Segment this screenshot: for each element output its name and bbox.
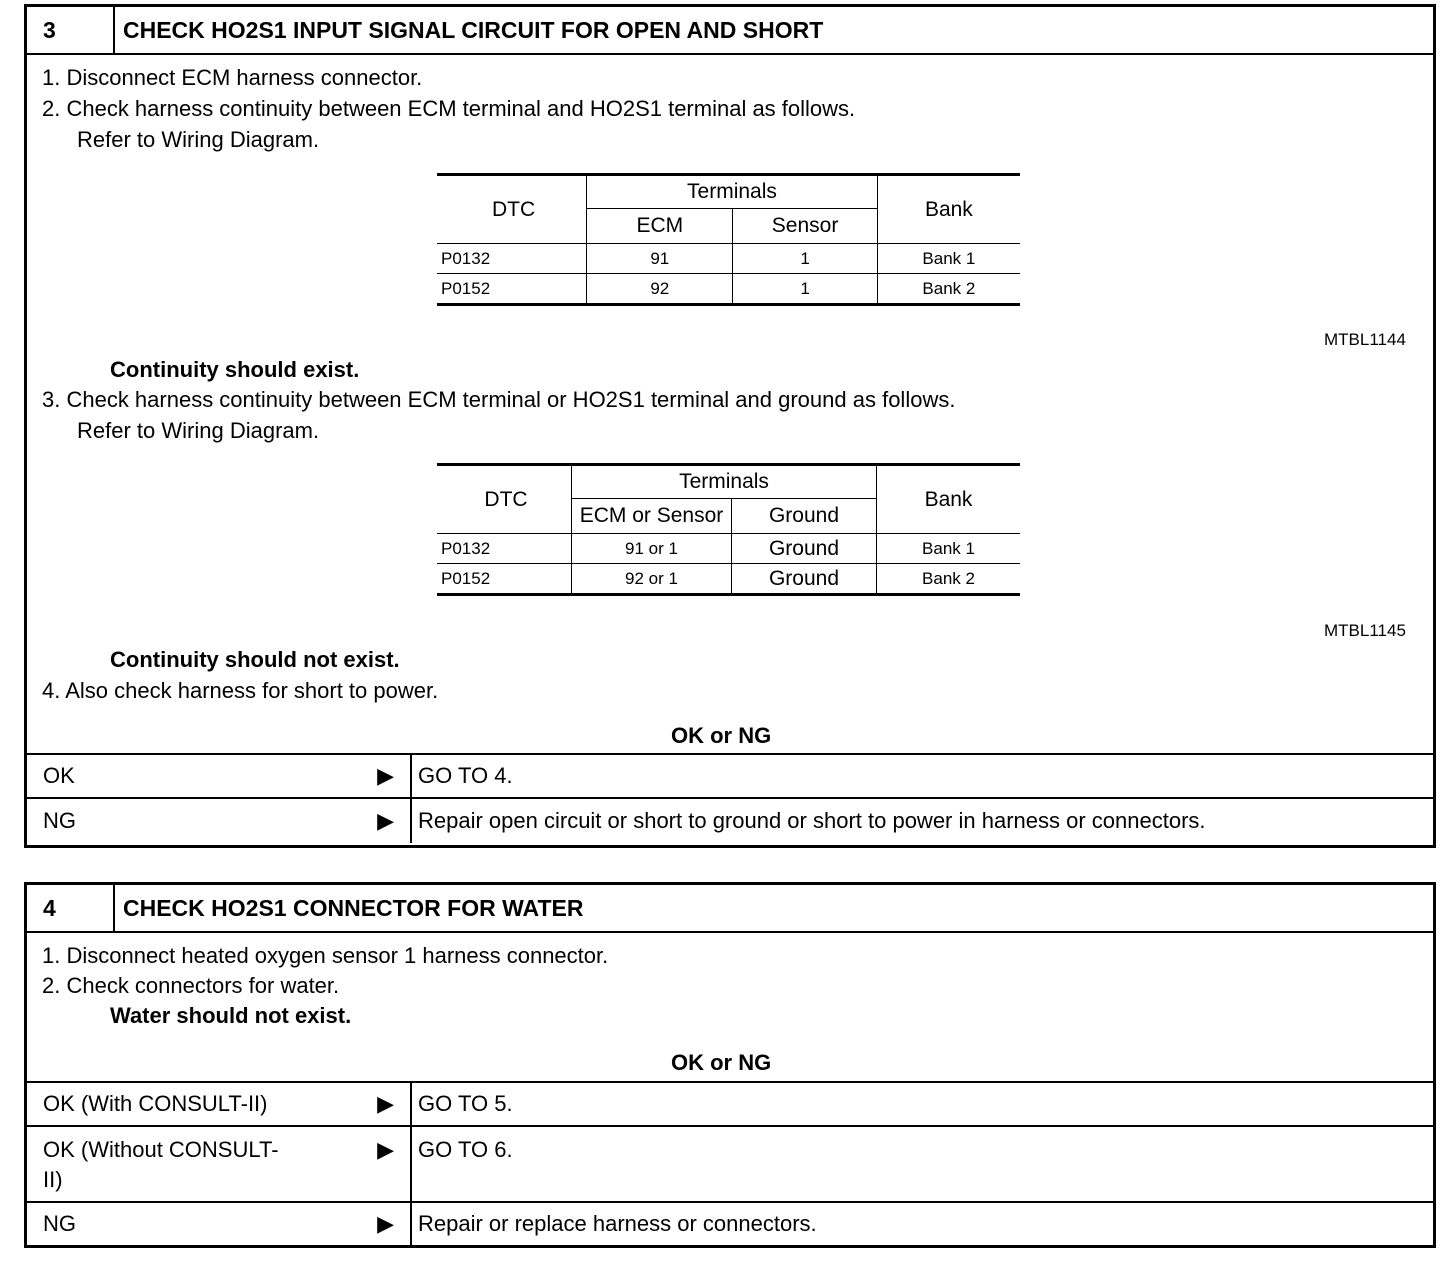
instruction-2: 2. Check connectors for water.: [42, 973, 340, 998]
cell-ground: Ground: [732, 534, 877, 564]
cell-ecm: 91: [587, 244, 733, 274]
result-row-ok-with-consult: [27, 1081, 1433, 1125]
cell-bank: Bank 1: [877, 534, 1021, 564]
th-ecm-or-sensor: ECM or Sensor: [572, 499, 732, 534]
step-title: CHECK HO2S1 CONNECTOR FOR WATER: [123, 894, 584, 921]
step-4-body: [27, 933, 1433, 1081]
result-label-line2: II): [43, 1167, 63, 1192]
step-number: 3: [27, 7, 115, 53]
arrow-icon: ▶: [377, 1091, 394, 1116]
result-label: NG: [43, 808, 76, 833]
result-label-line1: OK (Without CONSULT-: [43, 1137, 279, 1162]
step-title: CHECK HO2S1 INPUT SIGNAL CIRCUIT FOR OPEN AND SHORT: [123, 16, 824, 43]
cell-sensor: 1: [733, 274, 877, 305]
result-label-cell: [27, 808, 410, 834]
result-label: OK (With CONSULT-II): [43, 1091, 268, 1116]
instruction-1: 1. Disconnect heated oxygen sensor 1 harness connector.: [42, 943, 609, 968]
step-4-header: [27, 885, 1433, 933]
result-action: GO TO 6.: [410, 1127, 1433, 1201]
result-action: Repair or replace harness or connectors.: [410, 1203, 1433, 1245]
th-sensor: Sensor: [733, 209, 877, 244]
instruction-4: 4. Also check harness for short to power.: [42, 678, 439, 703]
instruction-2: 2. Check harness continuity between ECM terminal and HO2S1 terminal as follows.: [42, 96, 856, 121]
cell-dtc: P0132: [437, 534, 572, 564]
step-number: 4: [27, 885, 115, 931]
result-label: [43, 1135, 279, 1201]
cell-ecm: 92 or 1: [572, 564, 732, 595]
result-action: GO TO 4.: [410, 755, 1433, 797]
ok-or-ng-heading: OK or NG: [671, 1050, 772, 1075]
th-dtc: DTC: [437, 465, 572, 534]
instruction-3-ref: Refer to Wiring Diagram.: [77, 418, 320, 443]
continuity-should-exist: Continuity should exist.: [110, 357, 360, 382]
result-label-cell: [27, 1211, 410, 1237]
continuity-should-not-exist: Continuity should not exist.: [110, 647, 400, 672]
th-bank: Bank: [877, 465, 1021, 534]
cell-ecm: 92: [587, 274, 733, 305]
instruction-3: 3. Check harness continuity between ECM terminal or HO2S1 terminal and ground as follows.: [42, 387, 956, 412]
water-should-not-exist: Water should not exist.: [110, 1003, 352, 1028]
arrow-icon: ▶: [377, 808, 394, 833]
th-dtc: DTC: [437, 175, 587, 244]
th-terminals: Terminals: [587, 175, 878, 209]
result-action: Repair open circuit or short to ground or short to power in harness or connectors.: [410, 799, 1433, 843]
result-label-cell: [27, 763, 410, 789]
result-action: GO TO 5.: [410, 1083, 1433, 1125]
th-ecm: ECM: [587, 209, 733, 244]
result-row-ng: [27, 797, 1433, 843]
result-label: NG: [43, 1211, 76, 1236]
table-code-2: MTBL1145: [1324, 621, 1406, 640]
result-label-cell: [27, 1091, 410, 1117]
cell-bank: Bank 2: [877, 564, 1021, 595]
cell-ecm: 91 or 1: [572, 534, 732, 564]
continuity-table-2: [437, 463, 1020, 596]
cell-dtc: P0152: [437, 274, 587, 305]
arrow-icon: ▶: [377, 1137, 394, 1162]
result-label-cell: [27, 1127, 410, 1201]
cell-ground: Ground: [732, 564, 877, 595]
ok-or-ng-heading: OK or NG: [671, 723, 772, 748]
step-3-box: [24, 4, 1436, 848]
cell-sensor: 1: [733, 244, 877, 274]
th-bank: Bank: [877, 175, 1020, 244]
result-row-ok-without-consult: [27, 1125, 1433, 1201]
continuity-table-1: [437, 173, 1020, 306]
result-row-ng: [27, 1201, 1433, 1245]
result-label: OK: [43, 763, 75, 788]
step-3-body: [27, 55, 1433, 753]
cell-dtc: P0152: [437, 564, 572, 595]
step-4-box: [24, 882, 1436, 1248]
arrow-icon: ▶: [377, 763, 394, 788]
instruction-1: 1. Disconnect ECM harness connector.: [42, 65, 423, 90]
instruction-2-ref: Refer to Wiring Diagram.: [77, 127, 320, 152]
cell-dtc: P0132: [437, 244, 587, 274]
cell-bank: Bank 1: [877, 244, 1020, 274]
step-3-header: [27, 7, 1433, 55]
table-code-1: MTBL1144: [1324, 330, 1406, 349]
th-terminals: Terminals: [572, 465, 877, 499]
result-row-ok: [27, 753, 1433, 797]
th-ground: Ground: [732, 499, 877, 534]
arrow-icon: ▶: [377, 1211, 394, 1236]
cell-bank: Bank 2: [877, 274, 1020, 305]
